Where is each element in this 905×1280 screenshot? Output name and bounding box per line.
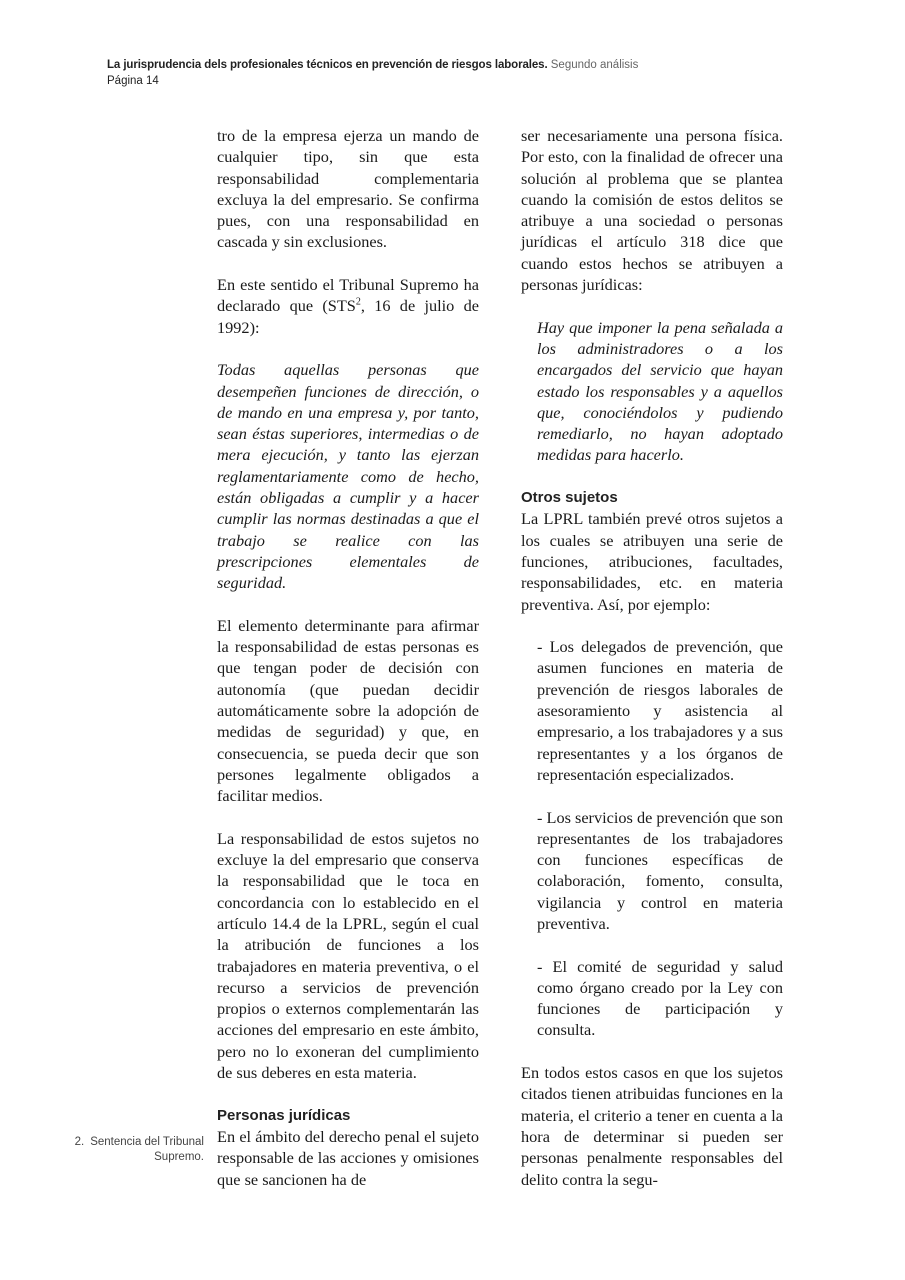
list-item-comite: - El comité de seguridad y salud como órgano creado por la Ley con funciones de participación y consulta. [537,956,783,1040]
list-item-servicios: - Los servicios de prevención que son representantes de los trabajadores con funciones específicas de colaboración, fomento, consulta, vigilancia y control en materia preventiva. [537,807,783,933]
header-title-light: Segundo análisis [550,59,639,71]
running-header [107,57,638,89]
list-item-delegados: - Los delegados de prevención, que asumen funciones en materia de prevención de riesgos laborales de asesoramiento y asistencia al empresario, a los trabajadores y a sus representantes y a los órganos de representación especializados. [537,637,783,784]
right-column [521,125,783,1190]
footnote-number: 2. [74,1136,85,1148]
header-title [107,57,638,73]
left-paragraph-4: La responsabilidad de estos sujetos no excluye la del empresario que conserva la responsabilidad que le toca en concordancia con lo establecido en el artículo 14.4 de la LPRL, según el cual la atribución de funciones a los trabajadores en materia preventiva, o el recurso a servicios de prevención propios o externos complementarán las acciones del empresario en este ámbito, pero no lo exoneran del cumplimiento de sus deberes en esta materia. [217,828,479,1083]
left-quote: Todas aquellas personas que desempeñen funciones de dirección, o de mando en una empresa y, por tanto, sean éstas superiores, intermedias o de mera ejecución, y tanto las ejerzan reglamentariamente como de hecho, están obligadas a cumplir y a hacer cumplir las normas destinadas a que el trabajo se realice con las prescripciones elementales de seguridad. [217,360,479,593]
footnote-text: Sentencia del Tribunal Supremo. [90,1136,204,1163]
section-heading-otros-sujetos: Otros sujetos [521,489,618,507]
footnote-ref: 2 [355,296,361,308]
footnote [60,1135,204,1165]
section-heading-personas-juridicas: Personas jurídicas [217,1106,351,1124]
left-paragraph-2: En este sentido el Tribunal Supremo ha declarado que (STS$^2$, 16 de julio de 1992): [217,275,479,337]
page-number: Página 14 [107,75,159,87]
header-title-bold: La jurisprudencia dels profesionales técnicos en prevención de riesgos laborales. [107,59,548,71]
right-quote: Hay que imponer la pena señalada a los administradores o a los encargados del servicio que hayan estado los responsables y a aquellos que, conociéndolos y pudiendo remediarlo, no hayan adoptado medidas para hacerlo. [537,317,783,465]
left-paragraph-3: El elemento determinante para afirmar la responsabilidad de estas personas es que tengan poder de decisión con autonomía (que puedan decidir automáticamente sobre la adopción de medidas de seguridad) y que, en consecuencia, se pueda decir que son persones legalmente obligados a facilitar medios. [217,615,479,806]
right-paragraph-1: ser necesariamente una persona física. Por esto, con la finalidad de ofrecer una solución al problema que se plantea cuando la comisión de estos delitos se atribuye a una sociedad o personas jurídicas el artículo 318 dice que cuando estos hechos se atribuyen a personas jurídicas: [521,126,783,295]
right-paragraph-3: En todos estos casos en que los sujetos citados tienen atribuidas funciones en la materia, el criterio a tener en cuenta a la hora de determinar si pueden ser personas penalmente responsables del delito contra la segu- [521,1063,783,1189]
left-column [217,125,479,1190]
right-paragraph-2: La LPRL también prevé otros sujetos a los cuales se atribuyen una serie de funciones, atribuciones, facultades, responsabilidades, etc. en materia preventiva. Así, por ejemplo: [521,509,783,614]
left-paragraph-5: En el ámbito del derecho penal el sujeto responsable de las acciones y omisiones que se sancionen ha de [217,1126,479,1189]
left-paragraph-1: tro de la empresa ejerza un mando de cualquier tipo, sin que esta responsabilidad complementaria excluya la del empresario. Se confirma pues, con una responsabilidad en cascada y sin exclusiones. [217,126,479,252]
